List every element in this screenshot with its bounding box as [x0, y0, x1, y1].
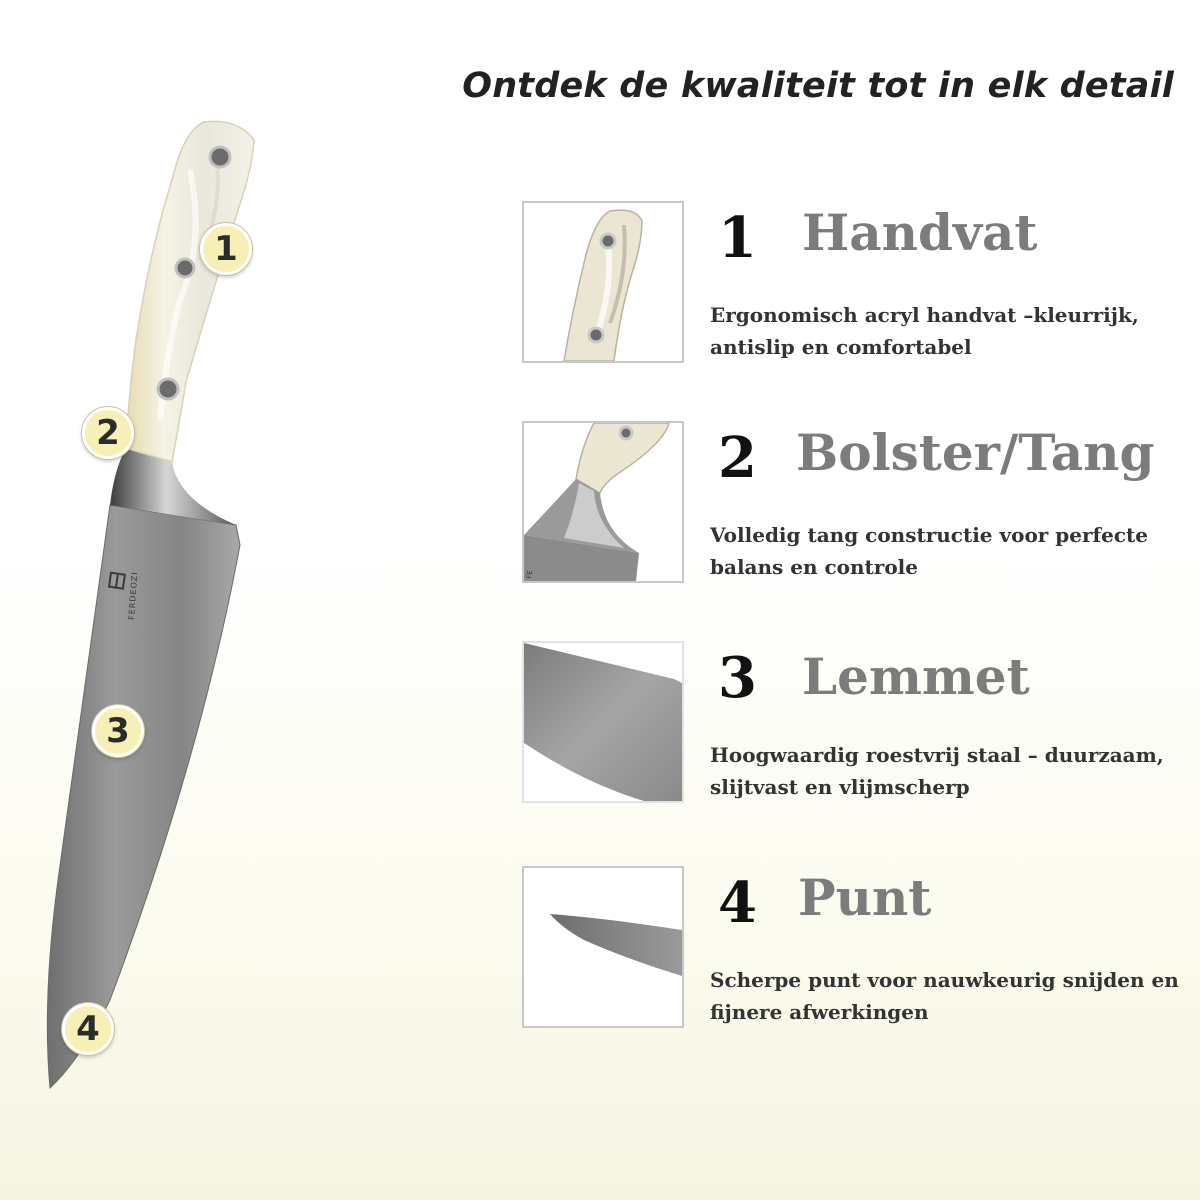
thumb-handle: [522, 201, 684, 363]
svg-text:FE: FE: [525, 569, 535, 580]
thumb-blade: [522, 641, 684, 803]
page-headline: Ontdek de kwaliteit tot in elk detail: [462, 66, 1174, 106]
marker-2: 2: [82, 407, 134, 459]
knife-blade: [47, 505, 240, 1088]
feature-bolster-tang: [522, 421, 1182, 583]
marker-1: 1: [200, 223, 252, 275]
feature-description: Ergonomisch acryl handvat –kleurrijk, antislip en comfortabel: [710, 303, 1139, 359]
feature-number: 1: [718, 205, 757, 271]
feature-description: Scherpe punt voor nauwkeurig snijden en fijnere afwerkingen: [710, 968, 1179, 1024]
feature-title: Punt: [798, 868, 932, 927]
feature-number: 4: [718, 870, 757, 936]
feature-number: 2: [718, 425, 757, 491]
feature-description: Hoogwaardig roestvrij staal – duurzaam, slijtvast en vlijmscherp: [710, 743, 1164, 799]
marker-3: 3: [92, 705, 144, 757]
feature-number: 3: [718, 645, 757, 711]
feature-title: Bolster/Tang: [796, 423, 1155, 482]
thumb-bolster: [522, 421, 684, 583]
feature-handvat: [522, 201, 1182, 363]
feature-title: Lemmet: [802, 647, 1030, 706]
thumb-tip: [522, 866, 684, 1028]
chef-knife-illustration: [0, 0, 300, 1120]
rivet-middle: [176, 259, 194, 277]
feature-lemmet: [522, 641, 1182, 803]
rivet-top: [210, 147, 230, 167]
brand-mark-text: FERDEOZI: [127, 571, 140, 621]
feature-punt: [522, 866, 1182, 1028]
feature-title: Handvat: [802, 203, 1038, 262]
rivet-bottom: [158, 379, 178, 399]
feature-description: Volledig tang constructie voor perfecte balans en controle: [710, 523, 1149, 579]
marker-4: 4: [62, 1003, 114, 1055]
